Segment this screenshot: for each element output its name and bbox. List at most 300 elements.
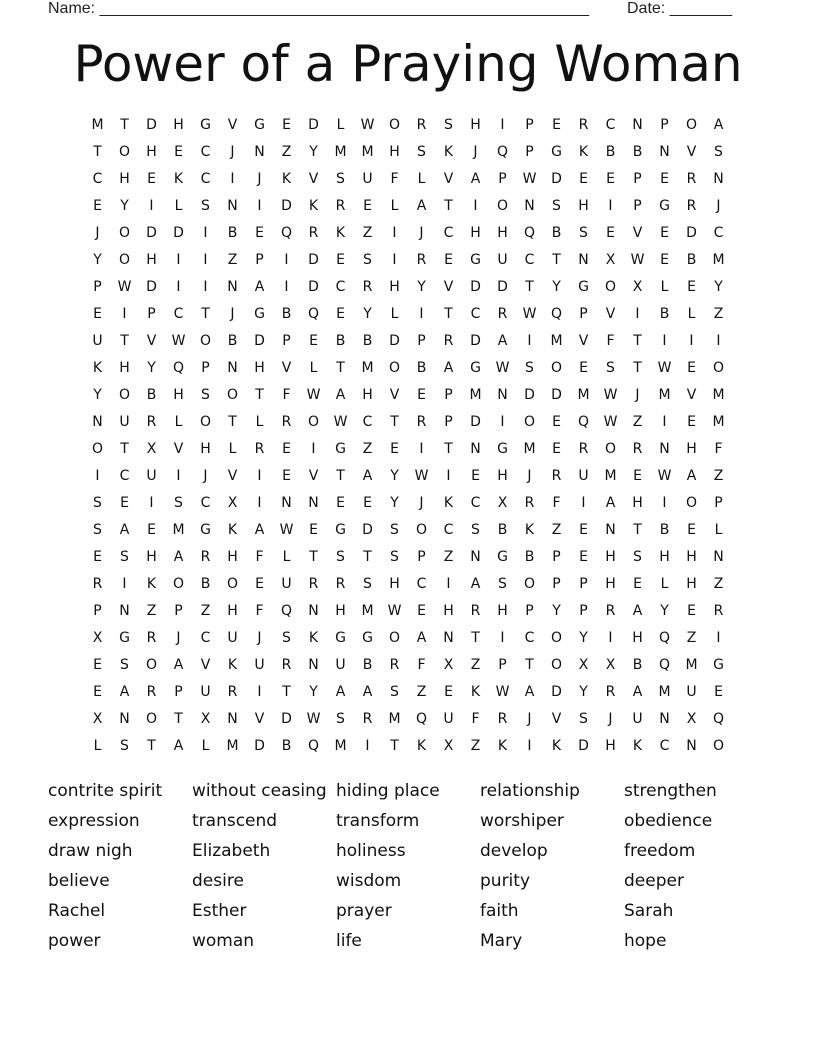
grid-letter: M [361,144,374,160]
grid-letter: E [552,414,561,430]
grid-letter: T [444,198,453,214]
grid-row [84,517,732,544]
grid-letter: E [471,468,480,484]
grid-letter: V [686,387,697,403]
grid-letter: W [495,684,510,700]
grid-letter: E [336,252,345,268]
grid-letter: V [578,333,589,349]
grid-letter: T [147,738,156,754]
grid-letter: U [497,252,508,268]
grid-letter: R [578,441,589,457]
grid-letter: X [632,279,643,295]
grid-letter: O [523,414,536,430]
grid-letter: H [686,576,697,592]
grid-letter: H [686,549,697,565]
grid-letter: L [174,414,183,430]
grid-letter: J [635,387,640,403]
grid-letter: D [524,387,535,403]
grid-letter: C [443,522,454,538]
grid-row [84,112,732,139]
grid-letter: H [227,549,238,565]
grid-letter: I [500,630,505,646]
grid-letter: Q [280,225,293,241]
grid-letter: K [227,657,238,673]
grid-letter: G [254,306,265,322]
grid-letter: S [174,495,183,511]
grid-letter: L [390,198,399,214]
grid-letter: O [145,657,158,673]
grid-letter: B [227,333,238,349]
grid-letter: H [389,144,400,160]
grid-letter: I [203,252,208,268]
grid-letter: S [471,522,480,538]
grid-letter: A [119,522,130,538]
word-list-item: woman [192,931,255,951]
grid-letter: O [550,657,563,673]
grid-letter: K [443,495,454,511]
grid-letter: O [118,144,131,160]
grid-letter: I [257,468,262,484]
grid-letter: J [527,468,532,484]
grid-letter: A [470,576,481,592]
grid-letter: X [605,252,616,268]
grid-letter: Q [415,711,428,727]
grid-letter: S [714,144,723,160]
grid-letter: D [470,414,481,430]
grid-letter: P [579,306,588,322]
grid-letter: W [117,279,132,295]
grid-letter: D [362,522,373,538]
grid-letter: A [173,657,184,673]
grid-letter: H [200,441,211,457]
grid-letter: P [552,576,561,592]
grid-letter: V [227,468,238,484]
grid-letter: Q [523,225,536,241]
grid-letter: N [470,549,481,565]
grid-letter: E [606,225,615,241]
grid-letter: T [228,414,237,430]
grid-letter: W [522,171,537,187]
grid-letter: Q [280,603,293,619]
grid-letter: A [254,522,265,538]
grid-letter: X [686,711,697,727]
grid-letter: L [255,414,264,430]
grid-letter: P [255,252,264,268]
grid-letter: N [497,387,508,403]
grid-letter: X [227,495,238,511]
grid-letter: Y [93,387,102,403]
word-column [336,778,480,958]
grid-letter: L [660,279,669,295]
grid-letter: Y [552,603,561,619]
grid-letter: F [390,171,399,187]
grid-letter: G [335,630,346,646]
grid-letter: T [120,333,129,349]
grid-letter: T [525,657,534,673]
grid-letter: O [199,414,212,430]
grid-letter: O [172,576,185,592]
grid-letter: B [362,333,373,349]
grid-letter: S [120,549,129,565]
grid-letter: S [552,198,561,214]
grid-letter: J [203,468,208,484]
word-list-item: wisdom [336,871,402,891]
grid-letter: L [282,549,291,565]
grid-letter: I [284,252,289,268]
word-list-item: hiding place [336,781,440,801]
grid-letter: X [92,630,103,646]
grid-letter: I [149,495,154,511]
grid-letter: M [712,252,725,268]
grid-letter: N [308,603,319,619]
grid-letter: D [551,387,562,403]
grid-letter: E [552,441,561,457]
grid-letter: H [362,387,373,403]
grid-letter: M [91,117,104,133]
grid-letter: O [712,738,725,754]
grid-letter: Z [281,144,292,160]
grid-letter: F [417,657,426,673]
grid-letter: T [390,414,399,430]
grid-letter: A [416,198,427,214]
grid-letter: A [254,279,265,295]
grid-letter: I [635,306,640,322]
grid-letter: U [119,414,130,430]
grid-letter: Q [307,306,320,322]
grid-letter: G [713,657,724,673]
grid-letter: J [95,225,100,241]
grid-letter: G [200,117,211,133]
grid-letter: D [389,333,400,349]
grid-letter: M [577,387,590,403]
grid-row [84,274,732,301]
grid-letter: N [227,360,238,376]
grid-letter: P [579,576,588,592]
word-list-item: desire [192,871,244,891]
grid-letter: D [173,225,184,241]
grid-letter: C [92,171,103,187]
grid-letter: I [716,630,721,646]
word-list-item: draw nigh [48,841,133,861]
grid-letter: R [416,117,427,133]
grid-letter: V [146,333,157,349]
grid-letter: R [686,171,697,187]
grid-letter: E [579,171,588,187]
grid-letter: A [173,549,184,565]
grid-letter: J [257,630,262,646]
grid-letter: C [119,468,130,484]
grid-letter: C [713,225,724,241]
grid-letter: T [390,738,399,754]
grid-letter: W [306,387,321,403]
grid-letter: E [552,117,561,133]
grid-letter: T [471,630,480,646]
grid-letter: O [604,279,617,295]
grid-letter: L [309,360,318,376]
grid-letter: E [363,495,372,511]
grid-letter: E [147,522,156,538]
word-column [480,778,624,958]
grid-letter: C [659,738,670,754]
grid-letter: C [173,306,184,322]
grid-letter: T [282,684,291,700]
grid-letter: V [281,360,292,376]
grid-letter: R [416,414,427,430]
grid-letter: I [419,306,424,322]
word-list-item: contrite spirit [48,781,163,801]
grid-letter: I [203,279,208,295]
grid-letter: A [335,684,346,700]
grid-letter: T [201,306,210,322]
grid-letter: I [716,333,721,349]
grid-letter: A [362,684,373,700]
grid-letter: N [713,171,724,187]
grid-letter: O [415,522,428,538]
grid-letter: N [659,441,670,457]
word-list-item: life [336,931,362,951]
grid-letter: B [497,522,508,538]
page-title: Power of a Praying Woman [73,35,743,93]
grid-letter: B [524,549,535,565]
grid-letter: E [606,171,615,187]
grid-letter: T [120,441,129,457]
grid-letter: Z [632,414,643,430]
grid-letter: P [660,117,669,133]
grid-letter: W [360,117,375,133]
grid-letter: Z [227,252,238,268]
grid-letter: M [712,414,725,430]
grid-row [84,625,732,652]
grid-letter: C [416,576,427,592]
grid-letter: D [686,225,697,241]
grid-letter: U [335,657,346,673]
grid-letter: S [363,576,372,592]
grid-letter: D [308,252,319,268]
grid-letter: R [524,495,535,511]
grid-letter: G [254,117,265,133]
grid-letter: R [146,630,157,646]
grid-letter: B [686,252,697,268]
grid-letter: W [522,306,537,322]
grid-letter: B [200,576,211,592]
grid-letter: G [335,441,346,457]
grid-letter: E [444,684,453,700]
grid-letter: N [92,414,103,430]
word-list-item: strengthen [624,781,717,801]
grid-letter: P [93,603,102,619]
grid-letter: E [687,279,696,295]
grid-letter: H [173,387,184,403]
grid-letter: I [500,117,505,133]
grid-letter: U [200,684,211,700]
grid-letter: P [525,117,534,133]
grid-letter: E [93,684,102,700]
grid-letter: P [174,684,183,700]
grid-letter: V [551,711,562,727]
grid-letter: Q [658,657,671,673]
grid-letter: N [308,495,319,511]
grid-letter: B [362,657,373,673]
grid-letter: T [444,441,453,457]
grid-letter: T [633,360,642,376]
word-list-item: transcend [192,811,278,831]
grid-letter: H [146,144,157,160]
grid-letter: O [118,225,131,241]
grid-letter: H [659,549,670,565]
grid-letter: Q [307,738,320,754]
grid-letter: E [390,441,399,457]
grid-letter: B [335,333,346,349]
grid-letter: A [605,495,616,511]
grid-letter: L [201,738,210,754]
grid-letter: O [91,441,104,457]
grid-letter: N [713,549,724,565]
grid-letter: S [336,711,345,727]
grid-letter: W [387,603,402,619]
grid-letter: N [524,198,535,214]
grid-letter: A [335,387,346,403]
grid-letter: M [226,738,239,754]
grid-letter: G [470,252,481,268]
grid-letter: S [525,360,534,376]
grid-letter: I [203,225,208,241]
grid-letter: M [172,522,185,538]
grid-letter: Z [470,738,481,754]
grid-letter: B [551,225,562,241]
grid-letter: K [281,171,292,187]
grid-letter: V [308,468,319,484]
word-list-item: relationship [480,781,580,801]
grid-letter: W [495,360,510,376]
grid-letter: N [227,279,238,295]
grid-letter: X [497,495,508,511]
grid-letter: R [551,468,562,484]
grid-letter: C [200,630,211,646]
grid-letter: H [470,225,481,241]
word-list-item: worshiper [480,811,564,831]
grid-letter: I [122,576,127,592]
grid-letter: F [606,333,615,349]
grid-letter: V [389,387,400,403]
grid-letter: A [632,603,643,619]
grid-letter: N [605,522,616,538]
grid-letter: W [657,360,672,376]
grid-letter: E [93,306,102,322]
grid-letter: O [604,441,617,457]
grid-letter: T [174,711,183,727]
grid-letter: S [579,225,588,241]
grid-letter: H [389,279,400,295]
grid-letter: R [389,657,400,673]
grid-letter: E [309,522,318,538]
grid-letter: R [443,333,454,349]
letter-grid [84,112,732,760]
grid-letter: E [255,225,264,241]
grid-letter: D [146,117,157,133]
grid-letter: B [416,360,427,376]
grid-letter: Y [390,495,399,511]
grid-letter: P [417,333,426,349]
grid-letter: J [608,711,613,727]
grid-row [84,220,732,247]
grid-letter: Z [362,225,373,241]
grid-letter: W [333,414,348,430]
grid-letter: S [93,522,102,538]
grid-letter: N [254,144,265,160]
grid-letter: D [254,333,265,349]
grid-letter: Y [417,279,426,295]
grid-letter: E [687,414,696,430]
grid-letter: Y [390,468,399,484]
grid-letter: D [308,279,319,295]
grid-letter: P [201,360,210,376]
grid-letter: K [146,576,157,592]
grid-letter: S [390,549,399,565]
grid-letter: Z [713,468,724,484]
grid-letter: V [443,279,454,295]
grid-letter: R [308,225,319,241]
grid-letter: A [524,684,535,700]
grid-letter: D [254,738,265,754]
grid-letter: I [284,279,289,295]
word-list-item: prayer [336,901,392,921]
grid-letter: D [470,333,481,349]
grid-letter: W [603,387,618,403]
grid-letter: I [500,414,505,430]
grid-letter: I [257,684,262,700]
grid-letter: K [335,225,346,241]
grid-letter: M [523,441,536,457]
grid-letter: A [173,738,184,754]
grid-letter: M [388,711,401,727]
grid-letter: X [443,657,454,673]
grid-letter: E [660,171,669,187]
grid-letter: E [174,144,183,160]
grid-letter: H [632,495,643,511]
grid-letter: I [527,333,532,349]
grid-letter: F [282,387,291,403]
grid-letter: J [419,225,424,241]
grid-letter: M [550,333,563,349]
word-list-item: obedience [624,811,713,831]
grid-letter: U [254,657,265,673]
grid-letter: Y [147,360,156,376]
grid-letter: S [201,387,210,403]
grid-letter: N [632,117,643,133]
grid-letter: S [444,117,453,133]
grid-letter: E [336,306,345,322]
grid-letter: C [524,252,535,268]
grid-letter: Y [363,306,372,322]
grid-letter: Q [658,630,671,646]
grid-letter: H [497,468,508,484]
grid-letter: X [200,711,211,727]
word-list-item: develop [480,841,548,861]
grid-letter: O [550,360,563,376]
grid-row [84,382,732,409]
grid-letter: D [146,225,157,241]
grid-letter: B [227,225,238,241]
grid-letter: I [149,198,154,214]
grid-letter: T [255,387,264,403]
grid-letter: F [255,603,264,619]
grid-letter: P [444,387,453,403]
grid-letter: O [685,495,698,511]
grid-row [84,355,732,382]
grid-letter: E [687,522,696,538]
grid-letter: B [659,306,670,322]
grid-letter: S [633,549,642,565]
